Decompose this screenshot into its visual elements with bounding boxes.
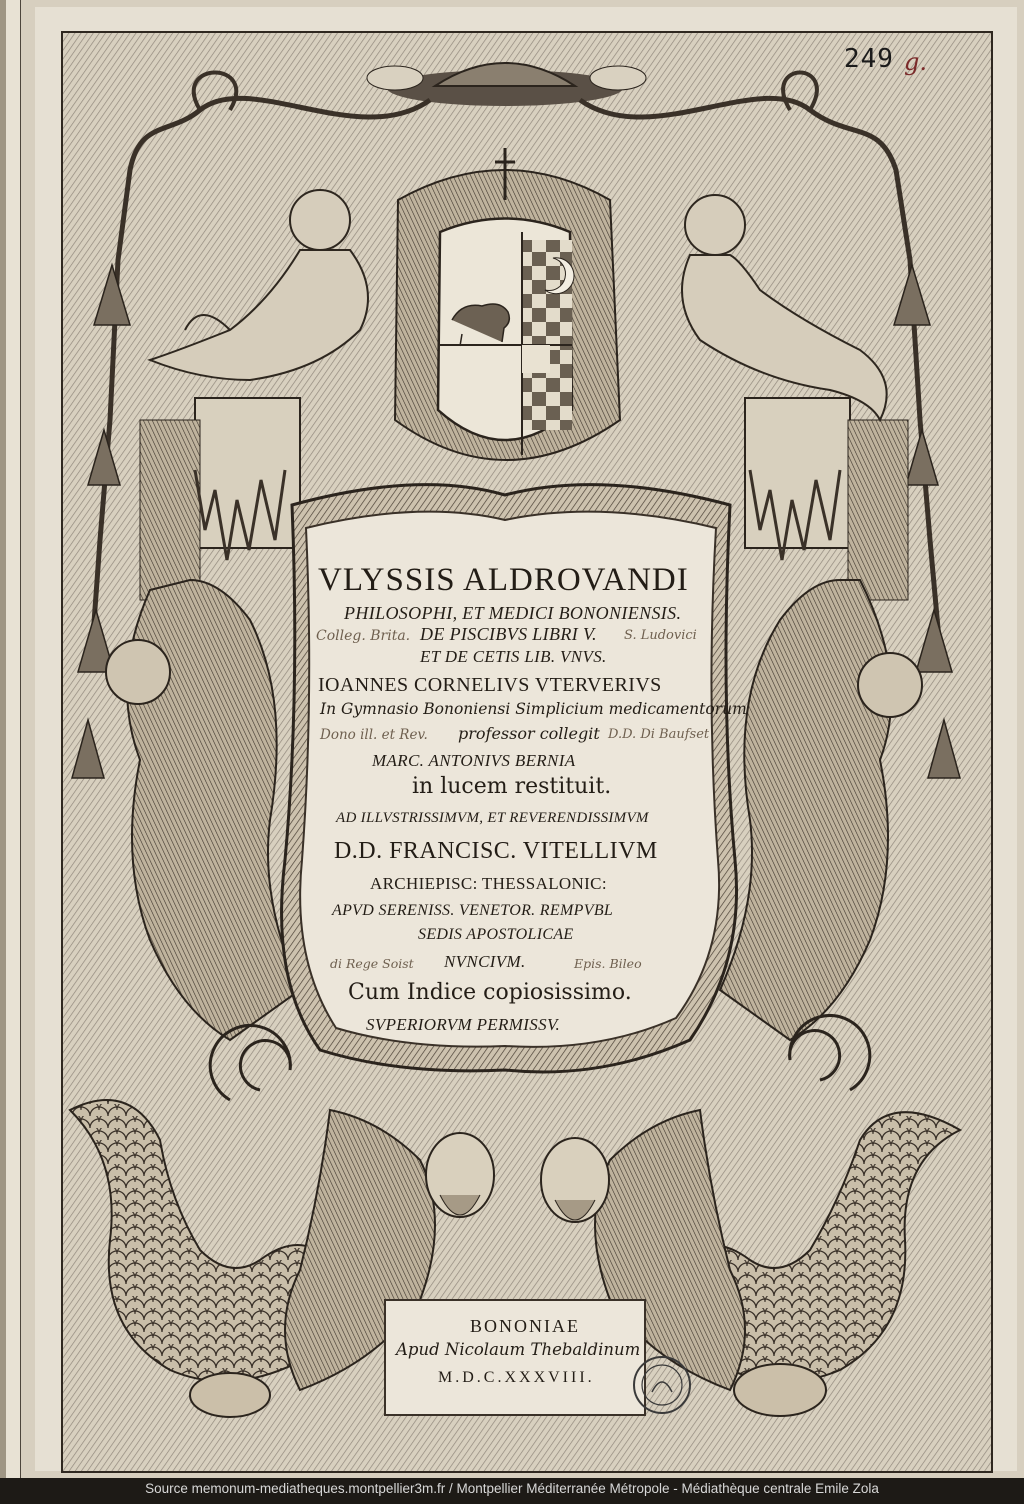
dedicatee-title: ARCHIEPISC: THESSALONIC: bbox=[370, 874, 607, 893]
dedicatee-name: D.D. FRANCISC. VITELLIVM bbox=[334, 838, 658, 864]
shelf-number: 249 bbox=[844, 44, 894, 74]
editor-role-line1: In Gymnasio Bononiensi Simplicium medicamentorum bbox=[320, 700, 747, 718]
editor-name: IOANNES CORNELIVS VTERVERIVS bbox=[318, 674, 662, 696]
source-credit: Source memonum-mediatheques.montpellier3m.fr / Montpellier Méditerranée Métropole - Médiathèque centrale Emile Zola bbox=[0, 1478, 1024, 1504]
permission-notice: SVPERIORVM PERMISSV. bbox=[366, 1015, 561, 1034]
imprint-year: M.D.C.XXXVIII. bbox=[438, 1369, 595, 1386]
index-note: Cum Indice copiosissimo. bbox=[348, 980, 632, 1005]
note-right-of-nuncium: Epis. Bileo bbox=[574, 956, 642, 971]
editor-role-line2: professor collegit bbox=[458, 724, 600, 743]
coat-of-arms-icon bbox=[395, 148, 620, 460]
dedicatee-office-line1: APVD SERENISS. VENETOR. REMPVBL bbox=[332, 902, 614, 919]
imprint-place: BONONIAE bbox=[470, 1316, 580, 1336]
shelf-suffix: g. bbox=[904, 48, 927, 76]
author-name: VLYSSIS ALDROVANDI bbox=[318, 562, 689, 598]
imprint-printer: Apud Nicolaum Thebaldinum bbox=[396, 1340, 641, 1359]
work-title-line1: DE PISCIBVS LIBRI V. bbox=[420, 624, 597, 644]
note-right-of-work-title: S. Ludovici bbox=[624, 628, 697, 643]
publisher-name: MARC. ANTONIVS BERNIA bbox=[372, 751, 576, 770]
dedicatee-office-line3: NVNCIVM. bbox=[444, 952, 526, 971]
note-right-of-professor: D.D. Di Baufset bbox=[608, 727, 710, 742]
dedicatee-office-line2: SEDIS APOSTOLICAE bbox=[418, 926, 574, 943]
publisher-action: in lucem restituit. bbox=[412, 774, 612, 799]
note-left-of-professor: Dono ill. et Rev. bbox=[320, 727, 428, 743]
work-title-line2: ET DE CETIS LIB. VNVS. bbox=[420, 647, 607, 666]
note-left-of-work-title: Colleg. Brita. bbox=[316, 628, 411, 644]
note-left-of-nuncium: di Rege Soist bbox=[330, 956, 414, 971]
dedication-intro: AD ILLVSTRISSIMVM, ET REVERENDISSIMVM bbox=[336, 810, 649, 826]
author-qualification: PHILOSOPHI, ET MEDICI BONONIENSIS. bbox=[344, 603, 682, 623]
